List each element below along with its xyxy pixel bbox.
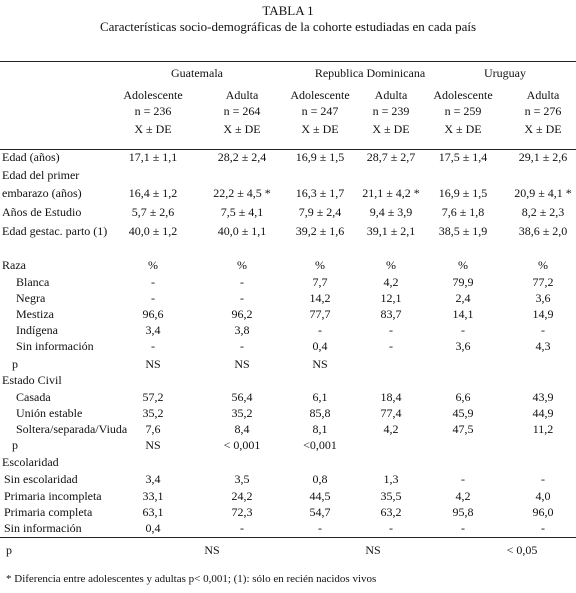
group-label: Adolescente — [123, 88, 183, 102]
p-row-value: NS — [204, 543, 220, 557]
table-cell: 0,4 — [145, 521, 161, 535]
row-label: p — [12, 438, 18, 452]
group-label: Adulta — [526, 88, 560, 102]
row-label: Raza — [2, 258, 26, 272]
table-cell: 9,4 ± 3,9 — [369, 205, 413, 219]
row-label: Blanca — [16, 275, 50, 289]
table-cell: 17,5 ± 1,4 — [438, 150, 488, 164]
table-cell: 16,9 ± 1,5 — [295, 150, 345, 164]
row-label: Edad del primer — [2, 168, 80, 182]
table-cell: - — [151, 291, 155, 305]
table-cell: NS — [312, 357, 328, 371]
table-cell: 39,1 ± 2,1 — [366, 224, 416, 238]
table-cell: NS — [145, 357, 161, 371]
table-cell: - — [240, 291, 244, 305]
table-cell: 95,8 — [452, 505, 474, 519]
table-cell: 14,2 — [309, 291, 331, 305]
table-cell: 5,7 ± 2,6 — [131, 205, 175, 219]
footnote: * Diferencia entre adolescentes y adultas p< 0,001; (1): sólo en recién nacidos vivos — [6, 573, 377, 585]
row-label: p — [12, 357, 18, 371]
table-cell: 6,6 — [455, 390, 471, 404]
row-label: Casada — [16, 390, 51, 404]
table-cell: - — [541, 323, 545, 337]
table-cell: 0,4 — [312, 339, 328, 353]
table-cell: 57,2 — [142, 390, 164, 404]
table-cell: 7,5 ± 4,1 — [220, 205, 264, 219]
table-cell: 0,8 — [312, 472, 328, 486]
table-subtitle: Características socio-demográficas de la cohorte estudiadas en cada país — [99, 19, 477, 34]
table-cell: 3,4 — [145, 323, 161, 337]
table-cell: 29,1 ± 2,6 — [518, 150, 568, 164]
group-stat: X ± DE — [444, 122, 482, 136]
table-cell: 12,1 — [380, 291, 402, 305]
table-cell: 63,2 — [380, 505, 402, 519]
row-label: Sin información — [16, 339, 94, 353]
table-cell: 4,2 — [455, 489, 471, 503]
table-cell: - — [461, 323, 465, 337]
table-cell: 22,2 ± 4,5 * — [213, 186, 271, 200]
table-cell: 44,9 — [532, 406, 554, 420]
table-cell: - — [389, 323, 393, 337]
row-label: embarazo (años) — [2, 186, 82, 200]
row-label: Soltera/separada/Viuda — [16, 422, 128, 436]
bottom-rule — [0, 537, 576, 538]
table-cell: - — [151, 275, 155, 289]
group-stat: X ± DE — [372, 122, 410, 136]
table-cell: 77,7 — [309, 307, 331, 321]
p-row-value: < 0,05 — [506, 543, 538, 557]
table-cell: - — [541, 472, 545, 486]
table-cell: 35,2 — [142, 406, 164, 420]
table-cell: 16,9 ± 1,5 — [438, 186, 488, 200]
table-cell: 45,9 — [452, 406, 474, 420]
table-cell: 3,8 — [234, 323, 250, 337]
table-cell: % — [148, 258, 158, 272]
table-cell: 8,2 ± 2,3 — [521, 205, 565, 219]
table-cell: % — [315, 258, 325, 272]
group-stat: X ± DE — [134, 122, 172, 136]
table-cell: <0,001 — [303, 438, 337, 452]
group-label: Adulta — [374, 88, 408, 102]
table-cell: 4,2 — [383, 275, 399, 289]
table-cell: 8,1 — [312, 422, 328, 436]
country-header: Uruguay — [484, 66, 526, 80]
table-cell: - — [240, 275, 244, 289]
table-cell: 17,1 ± 1,1 — [128, 150, 178, 164]
row-label: Unión estable — [16, 406, 83, 420]
row-label: Primaria completa — [4, 505, 93, 519]
table-cell: 96,0 — [532, 505, 554, 519]
table-cell: 77,2 — [532, 275, 554, 289]
row-label: Negra — [16, 291, 46, 305]
table-cell: 24,2 — [231, 489, 253, 503]
table-cell: 20,9 ± 4,1 * — [514, 186, 572, 200]
table-cell: 2,4 — [455, 291, 471, 305]
table-cell: 77,4 — [380, 406, 402, 420]
table-cell: - — [318, 323, 322, 337]
country-header: Republica Dominicana — [314, 66, 426, 80]
group-label: Adolescente — [433, 88, 493, 102]
table-cell: - — [240, 339, 244, 353]
table-cell: - — [461, 472, 465, 486]
table-cell: 28,2 ± 2,4 — [217, 150, 267, 164]
table-cell: 35,2 — [231, 406, 253, 420]
table-cell: - — [389, 339, 393, 353]
table-cell: % — [237, 258, 247, 272]
table-cell: 72,3 — [231, 505, 253, 519]
row-label: Primaria incompleta — [4, 489, 102, 503]
header-rule — [0, 149, 576, 150]
table-cell: - — [318, 521, 322, 535]
table-cell: 4,3 — [535, 339, 551, 353]
table-cell: 56,4 — [231, 390, 253, 404]
table-cell: 44,5 — [309, 489, 331, 503]
table-cell: 39,2 ± 1,6 — [295, 224, 345, 238]
table-cell: 47,5 — [452, 422, 474, 436]
table-cell: - — [461, 521, 465, 535]
table-cell: - — [541, 521, 545, 535]
table-cell: 43,9 — [532, 390, 554, 404]
table-cell: 40,0 ± 1,2 — [128, 224, 178, 238]
table-cell: 40,0 ± 1,1 — [217, 224, 267, 238]
table-cell: 3,6 — [535, 291, 551, 305]
table-cell: % — [458, 258, 468, 272]
table-cell: 7,6 ± 1,8 — [441, 205, 485, 219]
group-label: Adolescente — [290, 88, 350, 102]
table-cell: 63,1 — [142, 505, 164, 519]
group-stat: X ± DE — [223, 122, 261, 136]
table-cell: 16,3 ± 1,7 — [295, 186, 345, 200]
table-cell: NS — [234, 357, 250, 371]
group-n: n = 259 — [444, 104, 482, 118]
table-cell: 38,5 ± 1,9 — [438, 224, 488, 238]
group-stat: X ± DE — [301, 122, 339, 136]
table-cell: 18,4 — [380, 390, 402, 404]
table-cell: 4,2 — [383, 422, 399, 436]
row-label: Edad gestac. parto (1) — [2, 224, 108, 238]
table-cell: 6,1 — [312, 390, 328, 404]
table-cell: 96,6 — [142, 307, 164, 321]
group-n: n = 236 — [134, 104, 172, 118]
table-cell: - — [389, 521, 393, 535]
row-label: Sin información — [4, 521, 82, 535]
table-cell: 14,1 — [452, 307, 474, 321]
group-stat: X ± DE — [524, 122, 562, 136]
table-cell: % — [386, 258, 396, 272]
table-cell: 1,3 — [383, 472, 399, 486]
table-cell: 3,5 — [234, 472, 250, 486]
table-cell: 7,6 — [145, 422, 161, 436]
country-header: Guatemala — [171, 66, 223, 80]
p-row-label: p — [6, 543, 12, 557]
table-cell: 3,6 — [455, 339, 471, 353]
table-cell: 4,0 — [535, 489, 551, 503]
top-rule — [0, 61, 576, 62]
row-label: Escolaridad — [2, 455, 59, 469]
table-cell: 35,5 — [380, 489, 402, 503]
row-label: Indígena — [16, 323, 58, 337]
row-label: Sin escolaridad — [4, 472, 78, 486]
table-cell: 79,9 — [452, 275, 474, 289]
table-cell: 83,7 — [380, 307, 402, 321]
row-label: Años de Estudio — [2, 205, 82, 219]
group-n: n = 247 — [301, 104, 339, 118]
table-title: TABLA 1 — [262, 3, 314, 18]
table-cell: 3,4 — [145, 472, 161, 486]
row-label: Mestiza — [16, 307, 54, 321]
table-cell: % — [538, 258, 548, 272]
table-cell: 54,7 — [309, 505, 331, 519]
table-cell: 14,9 — [532, 307, 554, 321]
group-n: n = 239 — [372, 104, 410, 118]
table-cell: 21,1 ± 4,2 * — [362, 186, 420, 200]
table-cell: 85,8 — [309, 406, 331, 420]
table-cell: - — [240, 521, 244, 535]
table-cell: NS — [145, 438, 161, 452]
table-cell: < 0,001 — [223, 438, 261, 452]
row-label: Edad (años) — [2, 150, 60, 164]
table-cell: 7,7 — [312, 275, 328, 289]
table-cell: 28,7 ± 2,7 — [366, 150, 416, 164]
table-cell: 8,4 — [234, 422, 250, 436]
table-cell: 33,1 — [142, 489, 164, 503]
table-cell: - — [151, 339, 155, 353]
table-cell: 7,9 ± 2,4 — [298, 205, 342, 219]
group-n: n = 264 — [223, 104, 261, 118]
table-cell: 11,2 — [532, 422, 554, 436]
table-cell: 96,2 — [231, 307, 253, 321]
group-label: Adulta — [225, 88, 259, 102]
table-cell: 38,6 ± 2,0 — [518, 224, 568, 238]
row-label: Estado Civil — [2, 373, 62, 387]
group-n: n = 276 — [524, 104, 562, 118]
p-row-value: NS — [365, 543, 381, 557]
table-cell: 16,4 ± 1,2 — [128, 186, 178, 200]
